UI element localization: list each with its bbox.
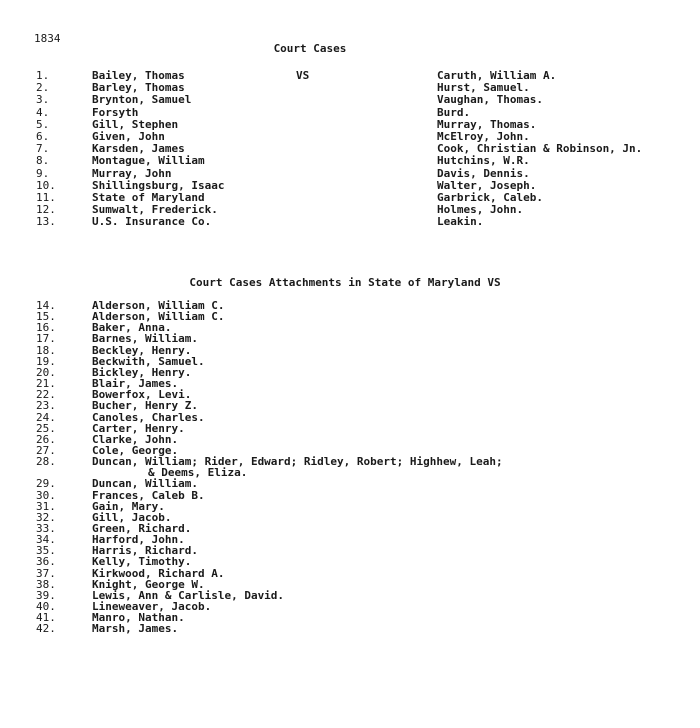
case-row: [0, 143, 700, 155]
attachment-number: 38.: [36, 577, 56, 591]
case-defendant: Walter, Joseph.: [437, 178, 537, 192]
attachment-name: Alderson, William C.: [92, 310, 225, 324]
case-row: [0, 94, 700, 106]
case-defendant: Cook, Christian & Robinson, Jn.: [437, 142, 643, 156]
attachment-number: 26.: [36, 432, 56, 446]
case-defendant: Hutchins, W.R.: [437, 154, 530, 168]
attachment-name: Bucher, Henry Z.: [92, 399, 198, 413]
attachment-number: 18.: [36, 343, 56, 357]
attachment-number: 23.: [36, 399, 56, 413]
case-number: 9.: [36, 166, 50, 180]
attachment-number: 17.: [36, 332, 56, 346]
attachment-name: Beckwith, Samuel.: [92, 354, 205, 368]
attachment-name: Lineweaver, Jacob.: [92, 600, 212, 614]
versus-label: VS: [296, 69, 310, 82]
case-plaintiff: Shillingsburg, Isaac: [92, 178, 225, 192]
case-number: 13.: [36, 215, 56, 229]
case-row: [0, 70, 700, 82]
case-defendant: Holmes, John.: [437, 203, 524, 217]
case-number: 7.: [36, 142, 50, 156]
attachment-number: 15.: [36, 310, 56, 324]
attachment-name: Kelly, Timothy.: [92, 555, 192, 569]
attachment-name: Cole, George.: [92, 443, 179, 457]
attachment-name: Green, Richard.: [92, 522, 192, 535]
attachment-number: 36.: [36, 555, 56, 569]
attachment-name: Blair, James.: [92, 377, 179, 391]
page-title: Court Cases: [273, 42, 347, 55]
case-defendant: Hurst, Samuel.: [437, 81, 530, 95]
case-row: [0, 82, 700, 94]
attachment-name: Canoles, Charles.: [92, 410, 205, 424]
attachment-number: 31.: [36, 499, 56, 513]
attachment-name: Bowerfox, Levi.: [92, 388, 192, 402]
attachment-name: Harris, Richard.: [92, 544, 198, 558]
attachment-number: 14.: [36, 299, 56, 312]
attachment-number: 16.: [36, 321, 56, 335]
case-row: [0, 192, 700, 204]
attachment-number: 37.: [36, 566, 56, 580]
case-defendant: Caruth, William A.: [437, 69, 557, 82]
case-plaintiff: Bailey, Thomas: [92, 69, 185, 82]
case-number: 4.: [36, 105, 50, 119]
attachment-number: 42.: [36, 622, 56, 636]
case-number: 5.: [36, 117, 50, 131]
attachment-name: Frances, Caleb B.: [92, 488, 205, 502]
case-plaintiff: Montague, William: [92, 154, 205, 168]
attachment-name: Beckley, Henry.: [92, 343, 192, 357]
case-plaintiff: Given, John: [92, 130, 165, 143]
case-number: 12.: [36, 203, 56, 217]
attachment-name: Bickley, Henry.: [92, 365, 192, 379]
attachment-name: Barnes, William.: [92, 332, 198, 346]
case-number: 8.: [36, 154, 50, 168]
attachment-number: 39.: [36, 588, 56, 602]
case-plaintiff: Sumwalt, Frederick.: [92, 203, 218, 217]
attachment-number: 33.: [36, 522, 56, 535]
case-number: 1.: [36, 69, 50, 82]
case-defendant: Vaughan, Thomas.: [437, 93, 543, 107]
attachment-number: 34.: [36, 533, 56, 547]
case-plaintiff: Gill, Stephen: [92, 117, 179, 131]
attachment-name: Clarke, John.: [92, 432, 179, 446]
attachment-number: 25.: [36, 421, 56, 435]
attachment-name: Kirkwood, Richard A.: [92, 566, 225, 580]
case-number: 2.: [36, 81, 50, 95]
case-plaintiff: Brynton, Samuel: [92, 93, 192, 107]
case-row: [0, 180, 700, 192]
attachment-number: 40.: [36, 600, 56, 614]
attachment-name: Lewis, Ann & Carlisle, David.: [92, 588, 285, 602]
attachment-name: Knight, George W.: [92, 577, 205, 591]
case-row: [0, 131, 700, 143]
attachment-name: Baker, Anna.: [92, 321, 172, 335]
case-plaintiff: Murray, John: [92, 166, 172, 180]
attachment-number: 41.: [36, 611, 56, 625]
case-row: [0, 155, 700, 167]
attachment-number: 27.: [36, 443, 56, 457]
attachment-name-continuation: & Deems, Eliza.: [148, 466, 248, 480]
attachment-name: Harford, John.: [92, 533, 185, 547]
attachment-name: Gill, Jacob.: [92, 510, 172, 524]
attachment-number: 22.: [36, 388, 56, 402]
case-plaintiff: Forsyth: [92, 105, 139, 119]
attachment-number: 30.: [36, 488, 56, 502]
case-number: 6.: [36, 130, 50, 143]
case-row: [0, 119, 700, 131]
case-row: [0, 216, 700, 228]
case-plaintiff: U.S. Insurance Co.: [92, 215, 212, 229]
attachment-name: Carter, Henry.: [92, 421, 185, 435]
attachment-number: 20.: [36, 365, 56, 379]
case-defendant: Garbrick, Caleb.: [437, 191, 543, 204]
attachment-number: 24.: [36, 410, 56, 424]
attachment-name: Alderson, William C.: [92, 299, 225, 312]
case-defendant: Davis, Dennis.: [437, 166, 530, 180]
case-number: 3.: [36, 93, 50, 107]
case-defendant: McElroy, John.: [437, 130, 530, 143]
attachment-number: 28.: [36, 455, 56, 469]
attachment-name: Manro, Nathan.: [92, 611, 185, 625]
case-row: [0, 107, 700, 119]
case-defendant: Leakin.: [437, 215, 484, 229]
attachment-row: [0, 623, 700, 635]
attachment-number: 35.: [36, 544, 56, 558]
attachment-name: Duncan, William; Rider, Edward; Ridley, Robert; Highhew, Leah;: [92, 455, 503, 469]
section-title: Court Cases Attachments in State of Maryland VS: [189, 276, 501, 289]
attachment-name: Duncan, William.: [92, 477, 198, 491]
attachment-number: 29.: [36, 477, 56, 491]
case-plaintiff: Barley, Thomas: [92, 81, 185, 95]
case-plaintiff: Karsden, James: [92, 142, 185, 156]
case-number: 10.: [36, 178, 56, 192]
case-defendant: Murray, Thomas.: [437, 117, 537, 131]
case-row: [0, 204, 700, 216]
attachment-number: 32.: [36, 510, 56, 524]
attachment-name: Gain, Mary.: [92, 499, 165, 513]
case-defendant: Burd.: [437, 105, 471, 119]
attachment-number: 19.: [36, 354, 56, 368]
year-label: 1834: [34, 32, 61, 45]
attachment-number: 21.: [36, 377, 56, 391]
case-row: [0, 168, 700, 180]
case-plaintiff: State of Maryland: [92, 191, 205, 204]
attachment-name: Marsh, James.: [92, 622, 179, 636]
case-number: 11.: [36, 191, 56, 204]
